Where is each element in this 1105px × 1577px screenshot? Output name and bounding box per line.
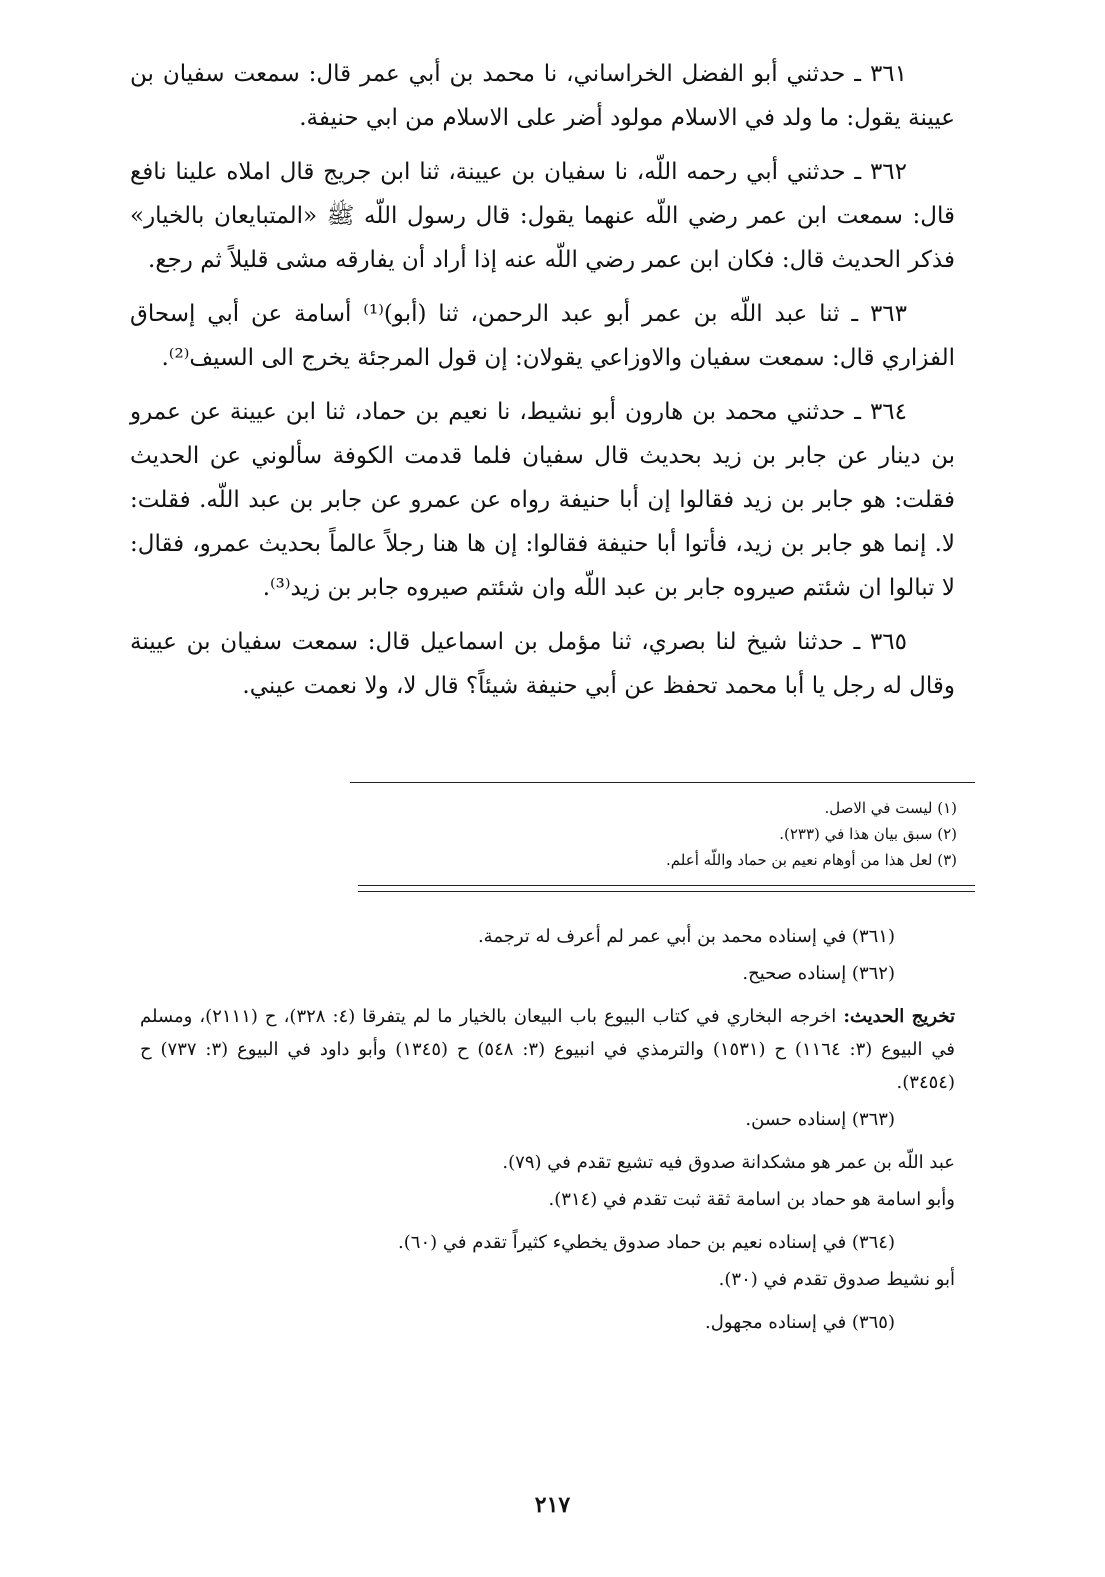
- hadith-362: [130, 150, 955, 282]
- hadith-number: ٣٦٥: [869, 629, 908, 655]
- hadith-361: [130, 52, 955, 140]
- commentary-363-note-a: عبد اللّه بن عمر هو مشكدانة صدوق فيه تشيع تقدم في (٧٩).: [502, 1152, 955, 1173]
- hadith-365: [130, 620, 955, 708]
- hadith-364: [130, 390, 955, 610]
- takhrij-text: اخرجه البخاري في كتاب البيوع باب البيعان بالخيار ما لم يتفرقا (٤: ٣٢٨)، ح (٢١١١)، ومسلم في البيوع (٣: ١١٦٤) ح (١٥٣١) والترمذي في انبيوع (٣: ٥٤٨) ح (١٣٤٥) وأبو داود في البيوع (٣: ٧٣٧) ح (٣٤٥٤).: [140, 1006, 956, 1093]
- commentary-divider: [358, 885, 975, 892]
- hadith-number: ٣٦٤: [869, 399, 908, 425]
- hadith-text: ـ حدثنا شيخ لنا بصري، ثنا مؤمل بن اسماعيل قال: سمعت سفيان بن عيينة وقال له رجل يا أبا محمد تحفظ عن أبي حنيفة شيئاً؟ قال لا، ولا نعمت عيني.: [130, 629, 955, 699]
- hadith-number: ٣٦٣: [869, 301, 907, 327]
- commentary-363: (٣٦٣) إسناده حسن.: [745, 1109, 895, 1130]
- footnote-3: (٣) لعل هذا من أوهام نعيم بن حماد واللّه أعلم.: [666, 851, 957, 869]
- footnotes: [130, 795, 975, 873]
- commentary-363-note-b: وأبو اسامة هو حماد بن اسامة ثقة ثبت تقدم في (٣١٤).: [548, 1189, 955, 1210]
- takhrij-label: تخريج الحديث:: [843, 1006, 955, 1027]
- main-text: [130, 52, 955, 718]
- footnote-2: (٢) سبق بيان هذا في (٢٣٣).: [779, 825, 957, 843]
- footnote-1: (١) ليست في الاصل.: [824, 799, 957, 817]
- commentary-364-note-a: أبو نشيط صدوق تقدم في (٣٠).: [718, 1269, 955, 1290]
- hadith-363: [130, 292, 955, 380]
- takhrij-paragraph: [140, 1000, 955, 1099]
- commentary-364: (٣٦٤) في إسناده نعيم بن حماد صدوق يخطيء كثيراً تقدم في (٦٠).: [398, 1232, 895, 1253]
- commentary-365: (٣٦٥) في إسناده مجهول.: [705, 1312, 895, 1333]
- footnote-divider: [350, 782, 975, 783]
- hadith-text: ـ ثنا عبد اللّه بن عمر أبو عبد الرحمن، ثنا (أبو)⁽¹⁾ أسامة عن أبي إسحاق الفزاري قال: سمعت سفيان والاوزاعي يقولان: إن قول المرجئة يخرج الى السيف⁽²⁾.: [130, 301, 955, 371]
- hadith-number: ٣٦١: [869, 61, 907, 87]
- commentary-361: (٣٦١) في إسناده محمد بن أبي عمر لم أعرف له ترجمة.: [477, 926, 895, 947]
- page-number: ٢١٧: [534, 1492, 571, 1518]
- commentary-362: (٣٦٢) إسناده صحيح.: [742, 963, 895, 984]
- commentary: [140, 920, 955, 1343]
- hadith-text: ـ حدثني محمد بن هارون أبو نشيط، نا نعيم بن حماد، ثنا ابن عيينة عن عمرو بن دينار عن جابر بن زيد بحديث قال سفيان فلما قدمت الكوفة سألوني عن الحديث فقلت: هو جابر بن زيد فقالوا إن أبا حنيفة رواه عن عمرو عن جابر بن عبد اللّه. فقلت: لا. إنما هو جابر بن زيد، فأتوا أبا حنيفة فقالوا: إن ها هنا رجلاً عالماً بحديث عمرو، فقال: لا تبالوا ان شئتم صيروه جابر بن عبد اللّه وان شئتم صيروه جابر بن زيد⁽³⁾.: [130, 399, 955, 601]
- notes-area: [130, 782, 975, 892]
- hadith-number: ٣٦٢: [869, 159, 907, 185]
- hadith-text: ـ حدثني أبي رحمه اللّه، نا سفيان بن عيينة، ثنا ابن جريج قال املاه علينا نافع قال: سمعت ابن عمر رضي اللّه عنهما يقول: قال رسول اللّه ﷺ «المتبايعان بالخيار» فذكر الحديث قال: فكان ابن عمر رضي اللّه عنه إذا أراد أن يفارقه مشى قليلاً ثم رجع.: [130, 159, 955, 273]
- hadith-text: ـ حدثني أبو الفضل الخراساني، نا محمد بن أبي عمر قال: سمعت سفيان بن عيينة يقول: ما ولد في الاسلام مولود أضر على الاسلام من ابي حنيفة.: [130, 61, 955, 131]
